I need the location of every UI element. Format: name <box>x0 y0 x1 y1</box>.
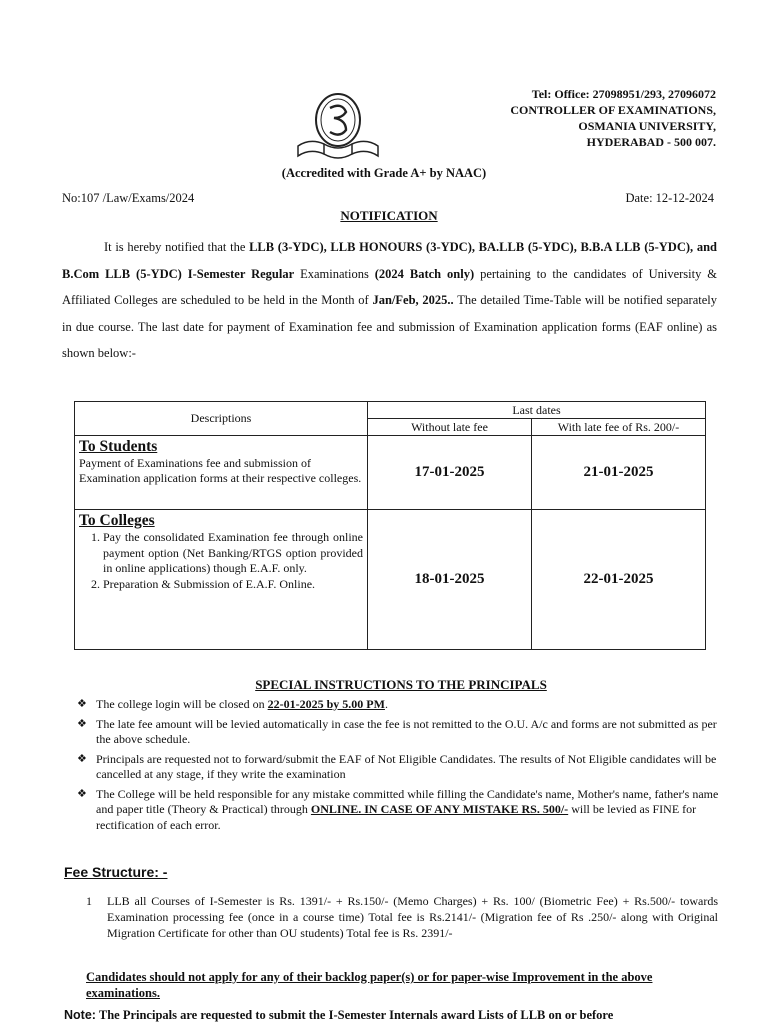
fee-item-number: 1 <box>86 894 92 908</box>
list-item: 2. Preparation & Submission of E.A.F. Online. <box>103 577 363 593</box>
table-row <box>75 510 706 650</box>
note-text: The Principals are requested to submit the I-Semester Internals award Lists of LLB on or before <box>95 1008 614 1022</box>
students-text: Payment of Examinations fee and submission of Examination application forms at their respective colleges. <box>79 456 362 485</box>
exam-month: Jan/Feb, 2025.. <box>372 293 454 307</box>
accreditation-line: (Accredited with Grade A+ by NAAC) <box>281 166 487 180</box>
city-address: HYDERABAD - 500 007. <box>586 135 716 149</box>
reference-number: No:107 /Law/Exams/2024 <box>62 191 195 205</box>
contact-block <box>510 86 716 150</box>
with-late-fee-header: With late fee of Rs. 200/- <box>532 419 706 436</box>
office-telephone: Tel: Office: 27098951/293, 27096072 <box>531 87 716 101</box>
list-item: ❖ The College will be held responsible for any mistake committed while filling the Candidate's name, Mother's name, father's name and paper title (Theory & Practical) through ONLINE. IN CASE OF ANY MISTAKE RS. 500/- will be levied as FINE for rectification of each error. <box>77 786 719 832</box>
colleges-without-late-fee-date: 18-01-2025 <box>368 510 532 650</box>
principals-note <box>64 1008 724 1023</box>
backlog-note: Candidates should not apply for any of their backlog paper(s) or for paper-wise Improvement in the above examinations. <box>86 970 653 1000</box>
list-item: ❖ Principals are requested not to forward/submit the EAF of Not Eligible Candidates. The results of Not Eligible candidates will be cancelled at any stage, if they write the examination <box>77 751 717 781</box>
login-close-deadline: 22-01-2025 by 5.00 PM <box>267 697 385 711</box>
courses-text: LLB (3-YDC), LLB HONOURS (3-YDC), BA.LLB (5-YDC), B.B.A LLB (5-YDC), and B.Com LLB (5-YDC) I-Semester Regular <box>62 240 717 281</box>
diamond-bullet-icon: ❖ <box>77 752 87 765</box>
students-without-late-fee-date: 17-01-2025 <box>368 436 532 510</box>
colleges-description <box>75 510 368 650</box>
list-item: ❖ The late fee amount will be levied automatically in case the fee is not remitted to the O.U. A/c and forms are not submitted as per the above schedule. <box>77 716 717 746</box>
students-heading: To Students <box>79 438 158 455</box>
office-name: CONTROLLER OF EXAMINATIONS, <box>510 103 716 117</box>
last-dates-table <box>74 401 706 650</box>
notification-date: Date: 12-12-2024 <box>625 191 714 205</box>
colleges-with-late-fee-date: 22-01-2025 <box>532 510 706 650</box>
intro-text: It is hereby notified that the <box>104 240 250 254</box>
details-text: The detailed Time-Table will be notified separately in due course. The last date for payment of Examination fee and submission of Examination application forms (EAF online) as shown below:- <box>62 293 717 360</box>
students-description <box>75 436 368 510</box>
university-seal-icon <box>290 86 386 166</box>
exams-word: Examinations <box>294 266 375 281</box>
list-item: 1. Pay the consolidated Examination fee through online payment option (Net Banking/RTGS option provided in online applications) though E.A.F. only. <box>103 530 363 577</box>
students-with-late-fee-date: 21-01-2025 <box>532 436 706 510</box>
table-row <box>75 436 706 510</box>
colleges-list <box>79 530 363 592</box>
colleges-heading: To Colleges <box>79 512 155 529</box>
list-item: ❖ The college login will be closed on 22-01-2025 by 5.00 PM. <box>77 697 388 711</box>
special-instructions-title: SPECIAL INSTRUCTIONS TO THE PRINCIPALS <box>255 677 547 692</box>
diamond-bullet-icon: ❖ <box>77 698 87 710</box>
notification-body <box>62 234 717 367</box>
note-label: Note: <box>64 1008 96 1022</box>
last-dates-header: Last dates <box>368 402 706 419</box>
university-name: OSMANIA UNIVERSITY, <box>578 119 716 133</box>
diamond-bullet-icon: ❖ <box>77 787 87 800</box>
notification-title: NOTIFICATION <box>340 208 438 223</box>
batch-text: (2024 Batch only) <box>374 266 475 281</box>
fee-item-text: LLB all Courses of I-Semester is Rs. 1391/- + Rs.150/- (Memo Charges) + Rs. 100/ (Biometric Fee) + Rs.500/- towards Examination processing fee (once in a course time) Total fee is Rs.2141/- (Migration fee of Rs .250/- along with Original Migration Certificate for other than OU students) Total fee is Rs. 2391/- <box>107 894 718 940</box>
fee-structure-item <box>86 893 718 941</box>
fee-structure-title: Fee Structure: - <box>64 864 168 880</box>
descriptions-header: Descriptions <box>75 402 368 436</box>
diamond-bullet-icon: ❖ <box>77 717 87 730</box>
mistake-fine-text: ONLINE. IN CASE OF ANY MISTAKE RS. 500/- <box>310 802 569 816</box>
without-late-fee-header: Without late fee <box>368 419 532 436</box>
pertaining-text: pertaining to the candidates of University & Affiliated Colleges are scheduled to be held in the Month of <box>62 266 717 307</box>
instructions-list <box>76 697 720 837</box>
